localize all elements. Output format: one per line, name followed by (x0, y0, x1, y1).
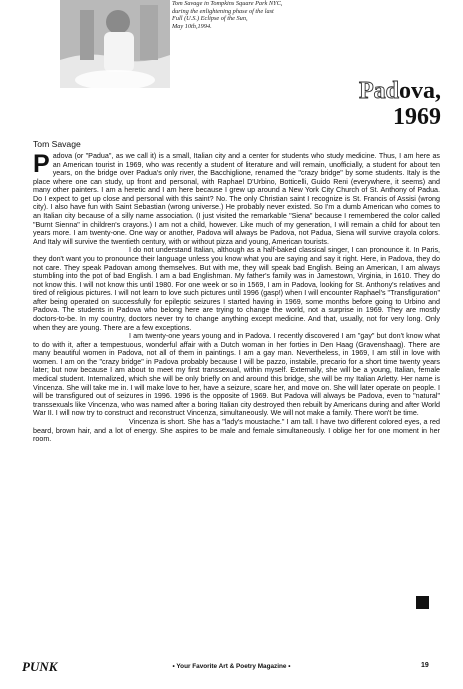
photo-caption (172, 0, 372, 30)
article-paragraph: I do not understand Italian, although as a half-baked classical singer, I can pronounce it. In Paris, they don't want you to pronounce their language unless you know what you are saying and say it right. Here, in Padova, they do not care. They speak Padovan among themselves. But with me, they will speak bad English. Being an American, I am always stumbling into the pot of bad English. I am a bad Englishman. My father's family was in Jamestown, Virginia, in 1610. They do not know this. I will not know this until 1980. For one week or so in 1569, I am in Padova, looking for St. Anthony's relatives and tired of religious pictures. I will not learn to love such pictures until 1996 (gasp!) when I will encounter Raphael's "Transfiguration" after being operated on successfully for epileptic seizures I started having in 1969, some months before going to Urbino and Padova. The students in Padova who belong here are trying to change the world, not a surprise in 1969. They are mostly doctors-to-be. In my country, doctors never try to change anything except medicine. And that, usually, not for very long. Only when they are young. There are a few exceptions. (33, 246, 440, 332)
logo-text: PUNK (22, 659, 58, 673)
paragraph-text: adova (or "Padua", as we call it) is a small, Italian city and a center for students who study medicine. Thus, I am here as an American tourist in 1969, who was recently a student of literature and will remain, unofficially, a student for about ten years, on the bridge over Padua's only river, the Bacchiglione, renamed the "crazy bridge" by some students. Italy is the place where one can study, up front and personal, with Raphael D'Urbino, Botticelli, Guido Reni (everywhere, it seems) and many other painters. I am a heretic and I am here because I grew up around a New York City Church of St. Anthony of Padua. Do I expect to get up close and personal with this saint? No. The only Christian saint I recognize is St. Francis of Assisi (wrong city). I also have fun with Saint Sebastian (wrong universe.) He probably never existed. So I'm a dumb American who comes to an Italian city because of a silly name association. (I just visited the remarkable "Siena" because I remembered the color called "Burnt Sienna" in children's crayons.) I am not a child, however. Like much of my generation, I will remain a child for about ten years more. I am twenty-one. One way or another, Padova will always be Padova, not Padua, Siena will survive crayola colors. And Italy will survive the twentieth century, with or without pizza and young, American tourists. (33, 152, 440, 246)
article-title (359, 78, 441, 131)
author-photo-illustration (60, 0, 170, 88)
article-paragraph (33, 152, 440, 246)
author-byline: Tom Savage (33, 139, 81, 149)
caption-line: Tom Savage in Tompkins Square Park NYC, (172, 0, 283, 7)
end-of-article-square-icon (416, 596, 429, 609)
footer-tagline: • Your Favorite Art & Poetry Magazine • (172, 663, 291, 670)
title-year: 1969 (393, 104, 441, 130)
drop-cap: P (33, 152, 50, 178)
title-city (359, 78, 441, 104)
article-paragraph: Vincenza is short. She has a "lady's moustache." I am tall. I have two different colored eyes, a red beard, brown hair, and a lot of energy. She aspires to be male and female simultaneously. I oblige her for one moment in her room. (33, 417, 440, 444)
caption-line: Full (U.S.) Eclipse of the Sun, (172, 15, 248, 23)
caption-line: May 10th,1994. (172, 22, 212, 30)
article-body (33, 152, 440, 624)
article-paragraph: I am twenty-one years young and in Padova. I recently discovered I am "gay" but don't know what to do with it, after a tempestuous, wonderful affair with a Dutch woman in her forties in Den Haag (Gravenshaag). There are many beautiful women in Padova, not all of them in paintings. I am a gay man. Nevertheless, in 1969, I am still in love with women. I am on the "crazy bridge" in Padova probably because I will be pazzo, instabile, precario for a short time twenty years later; but now because I am about to meet my first transsexual, within myself. Externally, she will be a young, Italian, female medical student. Internalized, which she will be only briefly on and around this bridge, she will be my Italian Arletty. Her name is Vincenza. She will take me in. I will make love to her, have a seizure, scare her, and move on. She will later operate on people. I will be transfigured out of seizures in 1996. 1996 is the opposite of 1969. But Padova will always be Padova, even to "natural" transsexuals like Vincenza, who was named after a boring Italian city destroyed then rebuilt by Americans during and after World War II. I will now try to construct and reconstruct Vincenza, simultaneously. We will not make a family. There won't be time. (33, 332, 440, 418)
title-solid-part: ova, (399, 78, 441, 104)
caption-line: during the enlightening phase of the last (172, 7, 274, 15)
title-outline-part: Pad (358, 78, 399, 104)
author-photo (60, 0, 170, 88)
page-number: 19 (421, 662, 429, 669)
